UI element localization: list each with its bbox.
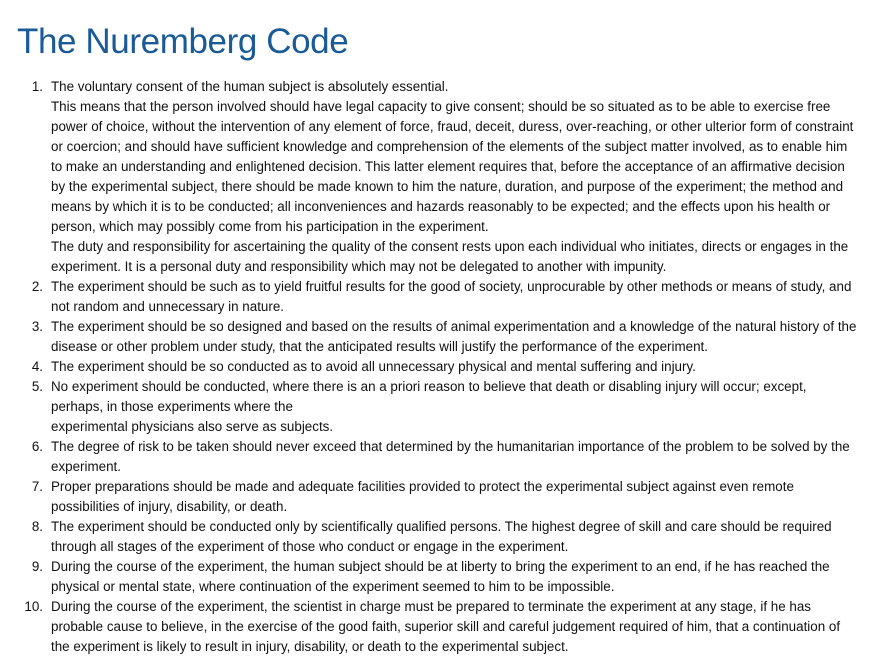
item-number: 7. bbox=[31, 479, 43, 494]
item-paragraph: No experiment should be conducted, where there is an a priori reason to believe that death or disabling injury will occur; except, perhaps, in those experiments where the bbox=[51, 379, 807, 414]
item-text bbox=[51, 357, 858, 377]
item-number: 8. bbox=[31, 519, 43, 534]
item-paragraph: The experiment should be so designed and based on the results of animal experimentation and a knowledge of the natural history of the disease or other problem under study, that the anticipated results will justify the performance of the experiment. bbox=[51, 319, 857, 354]
principles-list bbox=[0, 77, 858, 657]
item-number: 1. bbox=[31, 79, 43, 94]
item-paragraph: This means that the person involved should have legal capacity to give consent; should be so situated as to be able to exercise free power of choice, without the intervention of any element of force, fraud, deceit, duress, over-reaching, or other ulterior form of constraint or coercion; and should have sufficient knowledge and comprehension of the elements of the subject matter involved, as to enable him to make an understanding and enlightened decision. This latter element requires that, before the acceptance of an affirmative decision by the experimental subject, there should be made known to him the nature, duration, and purpose of the experiment; the method and means by which it is to be conducted; all inconveniences and hazards reasonably to be expected; and the effects upon his health or person, which may possibly come from his participation in the experiment. bbox=[51, 99, 854, 234]
list-item bbox=[0, 597, 858, 657]
list-item bbox=[0, 517, 858, 557]
item-number: 5. bbox=[31, 379, 43, 394]
item-paragraph: Proper preparations should be made and adequate facilities provided to protect the experimental subject against even remote possibilities of injury, disability, or death. bbox=[51, 479, 794, 514]
list-item bbox=[0, 277, 858, 317]
item-number: 2. bbox=[31, 279, 43, 294]
item-text bbox=[51, 557, 858, 597]
item-text bbox=[51, 277, 858, 317]
item-number: 10. bbox=[24, 599, 43, 614]
list-item bbox=[0, 557, 858, 597]
item-text bbox=[51, 517, 858, 557]
list-item bbox=[0, 377, 858, 437]
item-text bbox=[51, 77, 858, 277]
list-item bbox=[0, 477, 858, 517]
item-paragraph: experimental physicians also serve as subjects. bbox=[51, 419, 334, 434]
item-text bbox=[51, 317, 858, 357]
item-paragraph: The duty and responsibility for ascertaining the quality of the consent rests upon each individual who initiates, directs or engages in the experiment. It is a personal duty and responsibility which may not be delegated to another with impunity. bbox=[51, 239, 849, 274]
page-title: The Nuremberg Code bbox=[17, 22, 349, 61]
list-item bbox=[0, 317, 858, 357]
item-number: 9. bbox=[31, 559, 43, 574]
item-text bbox=[51, 597, 858, 657]
item-number: 6. bbox=[31, 439, 43, 454]
item-paragraph: The voluntary consent of the human subject is absolutely essential. bbox=[51, 79, 449, 94]
item-paragraph: The experiment should be conducted only by scientifically qualified persons. The highest degree of skill and care should be required through all stages of the experiment of those who conduct or engage in the experiment. bbox=[51, 519, 832, 554]
item-text bbox=[51, 377, 858, 437]
item-paragraph: During the course of the experiment, the human subject should be at liberty to bring the experiment to an end, if he has reached the physical or mental state, where continuation of the experiment seemed to him to be impossible. bbox=[51, 559, 830, 594]
item-text bbox=[51, 477, 858, 517]
item-paragraph: The degree of risk to be taken should never exceed that determined by the humanitarian importance of the problem to be solved by the experiment. bbox=[51, 439, 850, 474]
item-text bbox=[51, 437, 858, 477]
item-number: 4. bbox=[31, 359, 43, 374]
item-number: 3. bbox=[31, 319, 43, 334]
item-paragraph: During the course of the experiment, the scientist in charge must be prepared to terminate the experiment at any stage, if he has probable cause to believe, in the exercise of the good faith, superior skill and careful judgement required of him, that a continuation of the experiment is likely to result in injury, disability, or death to the experimental subject. bbox=[51, 599, 841, 654]
list-item bbox=[0, 437, 858, 477]
list-item bbox=[0, 77, 858, 277]
list-item bbox=[0, 357, 858, 377]
item-paragraph: The experiment should be so conducted as to avoid all unnecessary physical and mental suffering and injury. bbox=[51, 359, 696, 374]
item-paragraph: The experiment should be such as to yield fruitful results for the good of society, unprocurable by other methods or means of study, and not random and unnecessary in nature. bbox=[51, 279, 852, 314]
